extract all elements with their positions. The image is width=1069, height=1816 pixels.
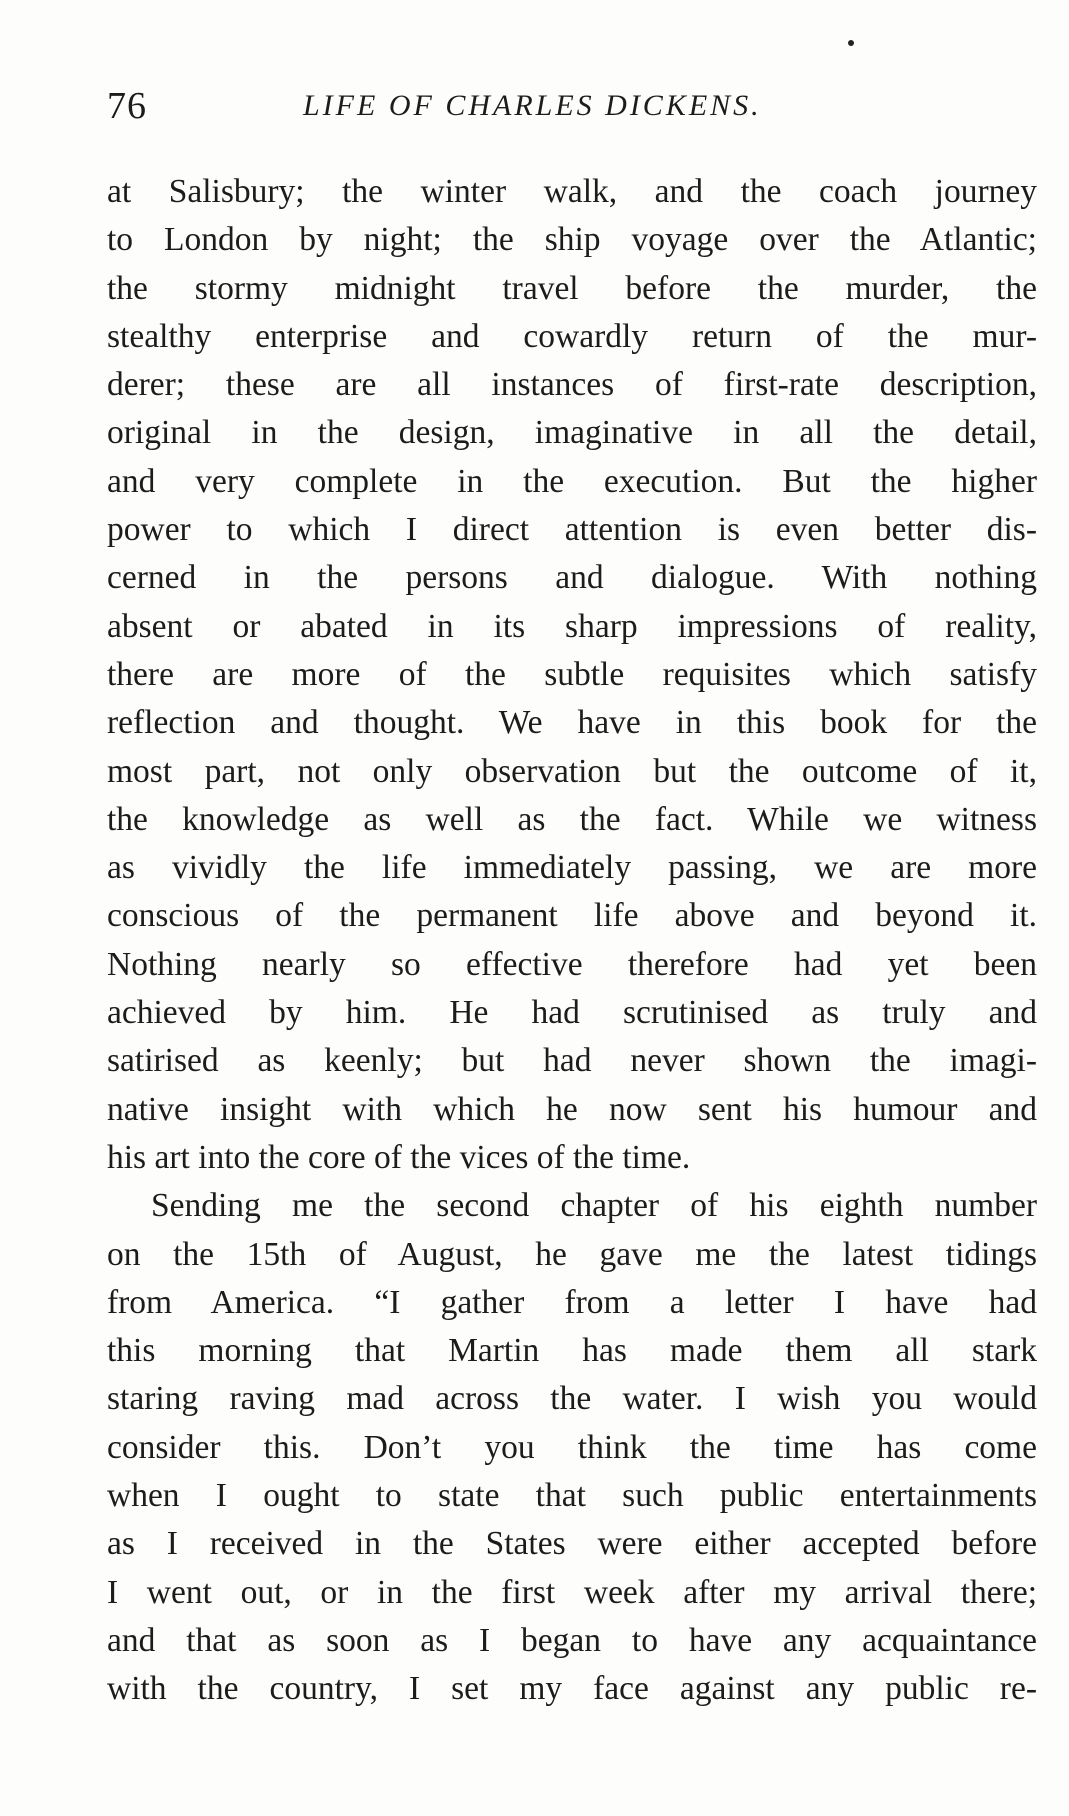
text-line: Sending me the second chapter of his eighth number [151,1187,1037,1225]
text-line: and that as soon as I began to have any acquaintance [107,1621,1037,1659]
text-line: to London by night; the ship voyage over the Atlantic; [107,221,1037,259]
text-line: the knowledge as well as the fact. While we witness [107,800,1037,838]
text-line: satirised as keenly; but had never shown the imagi- [107,1042,1037,1080]
text-line: cerned in the persons and dialogue. With nothing [107,559,1037,597]
paragraph-1 [107,168,1037,1182]
text-line: this morning that Martin has made them all stark [107,1332,1037,1370]
text-line: as I received in the States were either accepted before [107,1525,1037,1563]
paragraph-2 [107,1182,1037,1713]
text-line: I went out, or in the first week after my arrival there; [107,1573,1037,1611]
running-title: LIFE OF CHARLES DICKENS. [303,89,762,122]
text-line: derer; these are all instances of first-rate description, [107,366,1037,404]
text-line: stealthy enterprise and cowardly return of the mur- [107,317,1037,355]
text-line: native insight with which he now sent his humour and [107,1090,1037,1128]
text-line: power to which I direct attention is even better dis- [107,511,1037,549]
text-line: there are more of the subtle requisites which satisfy [107,655,1037,693]
print-speck [848,40,854,46]
text-line: the stormy midnight travel before the murder, the [107,269,1037,307]
page-header [107,76,1037,136]
page-number: 76 [107,85,147,127]
text-line: from America. “I gather from a letter I have had [107,1283,1037,1321]
text-line: his art into the core of the vices of the time. [107,1138,691,1176]
text-line: original in the design, imaginative in all the detail, [107,414,1037,452]
text-line: staring raving mad across the water. I wish you would [107,1380,1037,1418]
text-line: Nothing nearly so effective therefore had yet been [107,945,1037,983]
text-line: as vividly the life immediately passing, we are more [107,849,1037,887]
text-line: at Salisbury; the winter walk, and the coach journey [107,173,1037,210]
text-line: most part, not only observation but the outcome of it, [107,752,1037,790]
body-text [107,168,1037,1714]
text-line: conscious of the permanent life above and beyond it. [107,897,1037,935]
text-line: achieved by him. He had scrutinised as truly and [107,994,1037,1032]
text-line: on the 15th of August, he gave me the latest tidings [107,1235,1037,1273]
text-line: reflection and thought. We have in this book for the [107,704,1037,742]
text-line: with the country, I set my face against any public re- [107,1670,1037,1708]
text-line: consider this. Don’t you think the time has come [107,1428,1037,1466]
text-line: absent or abated in its sharp impressions of reality, [107,607,1037,645]
text-line: when I ought to state that such public entertainments [107,1477,1037,1515]
text-line: and very complete in the execution. But the higher [107,462,1037,500]
